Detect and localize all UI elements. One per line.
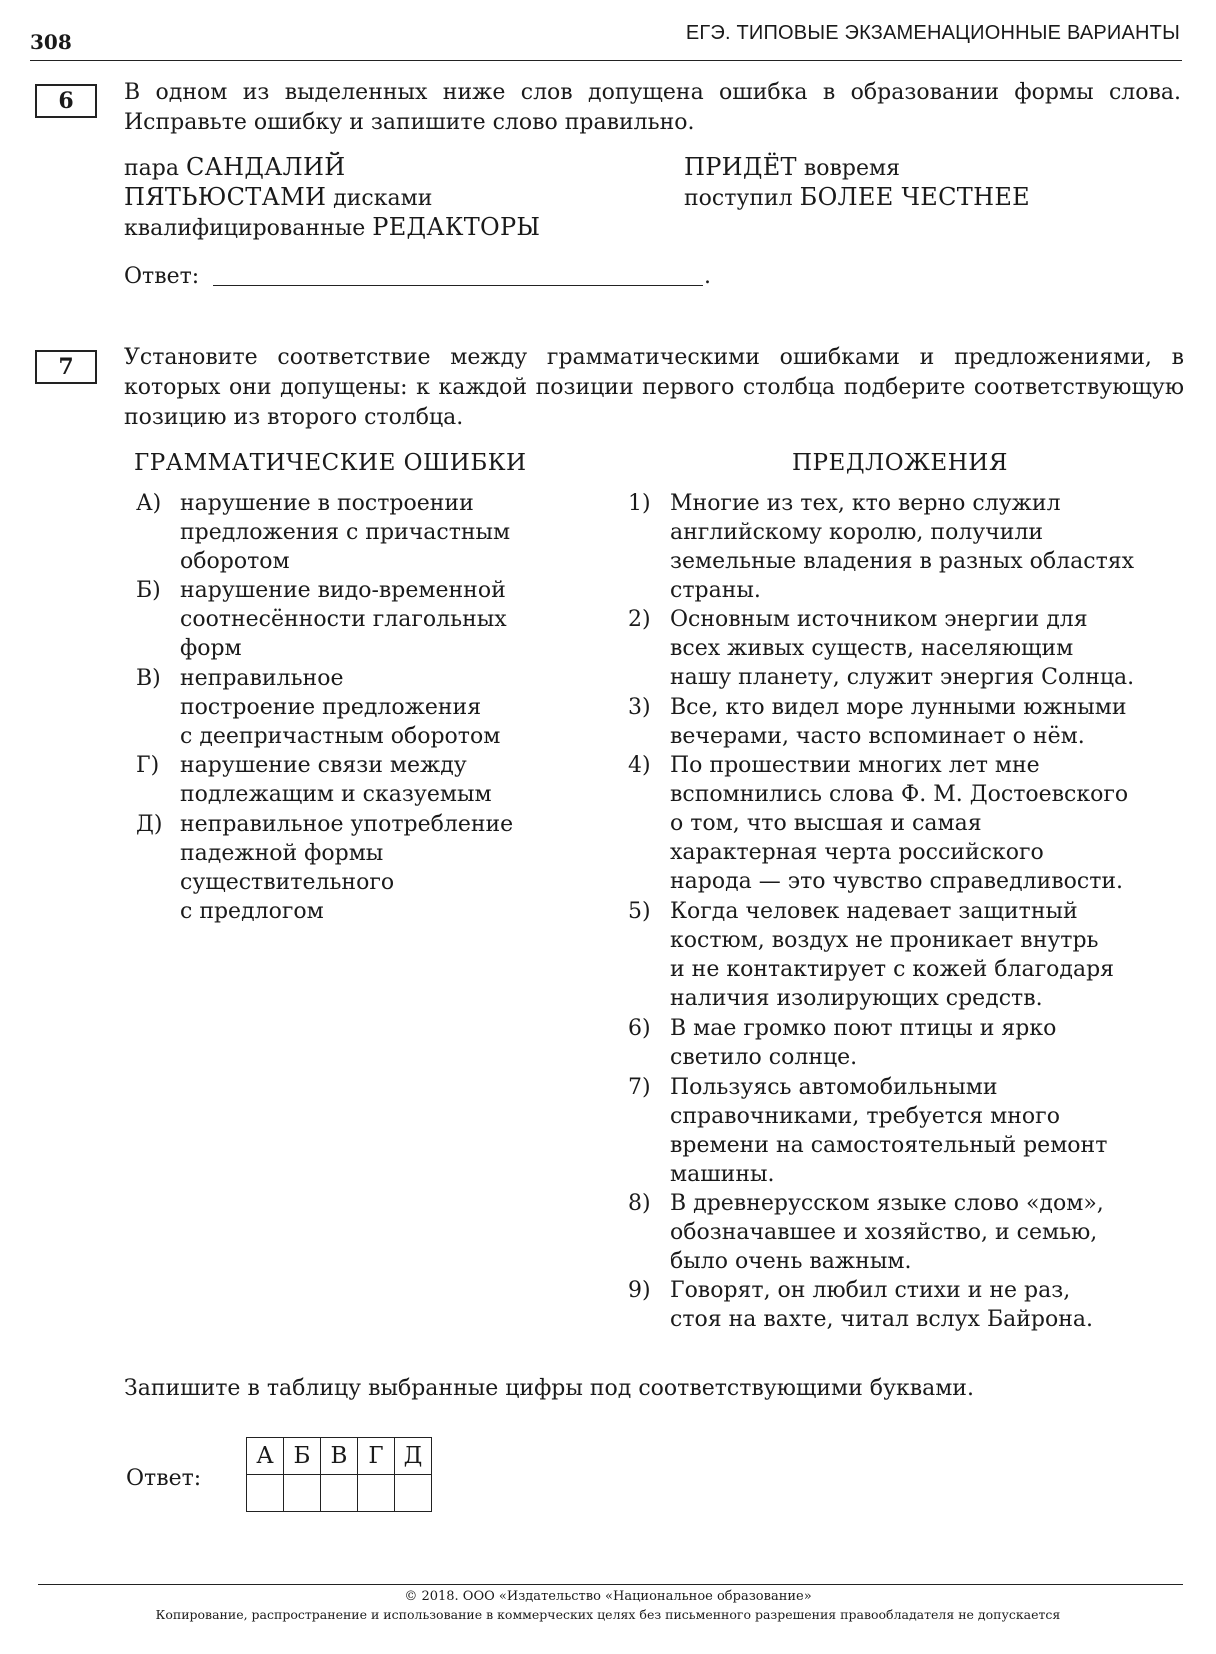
sentence-item (628, 1073, 1188, 1189)
error-item (136, 751, 576, 809)
task-6-item-4: ПРИДЁТ вовремя (684, 153, 900, 181)
error-letter: Г) (136, 753, 160, 778)
answer-column-letter: А (247, 1438, 284, 1475)
sentence-item (628, 751, 1188, 896)
answer-cell[interactable] (284, 1475, 321, 1512)
errors-column-heading: ГРАММАТИЧЕСКИЕ ОШИБКИ (134, 450, 527, 476)
error-item (136, 664, 576, 751)
footer-copyright: © 2018. ООО «Издательство «Национальное образование» (404, 1589, 812, 1604)
sentence-item (628, 693, 1188, 751)
sentence-number: 3) (628, 695, 651, 720)
sentence-number: 5) (628, 899, 651, 924)
sentence-number: 8) (628, 1191, 651, 1216)
sentence-text: Многие из тех, кто верно служил английскому королю, получили земельные владения в разных областях страны. (670, 491, 1135, 603)
answer-column-letter: Б (284, 1438, 321, 1475)
task-6-item-4-highlighted-word: ПРИДЁТ (684, 153, 797, 181)
sentence-text: Когда человек надевает защитный костюм, воздух не проникает внутрь и не контактирует с кожей благодаря наличия изолирующих средств. (670, 899, 1115, 1011)
sentence-number: 4) (628, 753, 651, 778)
sentence-item (628, 1276, 1188, 1334)
page-number: 308 (30, 30, 72, 54)
answer-cell[interactable] (321, 1475, 358, 1512)
running-title: ЕГЭ. ТИПОВЫЕ ЭКЗАМЕНАЦИОННЫЕ ВАРИАНТЫ (685, 22, 1180, 44)
task-6-instruction: В одном из выделенных ниже слов допущена ошибка в образовании формы слова. Исправьте ошибку и запишите слово правильно. (124, 80, 1181, 135)
task-7-answer-label: Ответ: (126, 1466, 202, 1491)
task-6-item-5: поступил БОЛЕЕ ЧЕСТНЕЕ (684, 183, 1030, 211)
sentence-text: По прошествии многих лет мне вспомнились слова Ф. М. Достоевского о том, что высшая и самая характерная черта российского народа — это чувство справедливости. (670, 753, 1129, 894)
answer-table (246, 1437, 432, 1512)
answer-table-input-row (247, 1475, 432, 1512)
task-6-number-box: 6 (35, 84, 97, 118)
task-6-item-1-highlighted-word: САНДАЛИЙ (185, 153, 346, 181)
answer-table-header-row (247, 1438, 432, 1475)
sentences-column-heading: ПРЕДЛОЖЕНИЯ (792, 450, 1008, 476)
error-letter: А) (136, 491, 162, 516)
task-6-item-2-highlighted-word: ПЯТЬЮСТАМИ (124, 183, 327, 211)
footer-divider (38, 1584, 1183, 1585)
task-6-answer-label: Ответ: (124, 264, 200, 289)
error-text: неправильное построение предложения с деепричастным оборотом (180, 666, 501, 749)
sentence-text: В мае громко поют птицы и ярко светило солнце. (670, 1016, 1057, 1070)
task-6-answer-period: . (704, 264, 711, 289)
sentence-item (628, 489, 1188, 605)
sentence-text: Основным источником энергии для всех живых существ, населяющим нашу планету, служит энергия Солнца. (670, 607, 1135, 690)
error-text: нарушение видо-временной соотнесённости глагольных форм (180, 578, 507, 661)
task-7-number-box: 7 (35, 350, 97, 384)
answer-column-letter: В (321, 1438, 358, 1475)
answer-column-letter: Г (358, 1438, 395, 1475)
answer-column-letter: Д (395, 1438, 432, 1475)
sentence-item (628, 897, 1188, 1013)
sentence-text: В древнерусском языке слово «дом», обозначавшее и хозяйство, и семью, было очень важным. (670, 1191, 1104, 1274)
sentence-number: 9) (628, 1278, 651, 1303)
sentence-number: 1) (628, 491, 651, 516)
error-text: нарушение связи между подлежащим и сказуемым (180, 753, 492, 807)
task-7-instruction: Установите соответствие между грамматическими ошибками и предложениями, в которых они допущены: к каждой позиции первого столбца подберите соответствующую позицию из второго столбца. (124, 345, 1184, 430)
answer-cell[interactable] (247, 1475, 284, 1512)
footer-notice: Копирование, распространение и использование в коммерческих целях без письменного разрешения правообладателя не допускается (155, 1607, 1061, 1622)
sentence-number: 7) (628, 1075, 651, 1100)
sentence-item (628, 605, 1188, 692)
error-item (136, 576, 576, 663)
sentence-item (628, 1189, 1188, 1276)
error-letter: В) (136, 666, 161, 691)
sentence-text: Говорят, он любил стихи и не раз, стоя на вахте, читал вслух Байрона. (670, 1278, 1094, 1332)
error-item (136, 810, 576, 926)
task-6-item-1: пара САНДАЛИЙ (124, 153, 346, 181)
error-text: неправильное употребление падежной формы существительного с предлогом (180, 812, 514, 924)
task-6-item-5-highlighted-word: БОЛЕЕ ЧЕСТНЕЕ (799, 183, 1030, 211)
task-6-answer-line[interactable] (213, 285, 703, 286)
task-6-item-3-highlighted-word: РЕДАКТОРЫ (372, 213, 541, 241)
sentence-text: Пользуясь автомобильными справочниками, требуется много времени на самостоятельный ремонт машины. (670, 1075, 1108, 1187)
header-divider (30, 60, 1182, 61)
error-letter: Б) (136, 578, 161, 603)
answer-cell[interactable] (358, 1475, 395, 1512)
error-letter: Д) (136, 812, 163, 837)
task-6-item-2: ПЯТЬЮСТАМИ дисками (124, 183, 433, 211)
table-instruction: Запишите в таблицу выбранные цифры под соответствующими буквами. (124, 1376, 974, 1401)
sentence-text: Все, кто видел море лунными южными вечерами, часто вспоминает о нём. (670, 695, 1127, 749)
answer-cell[interactable] (395, 1475, 432, 1512)
task-6-item-3: квалифицированные РЕДАКТОРЫ (124, 213, 541, 241)
error-text: нарушение в построении предложения с причастным оборотом (180, 491, 511, 574)
sentence-number: 6) (628, 1016, 651, 1041)
sentence-number: 2) (628, 607, 651, 632)
error-item (136, 489, 576, 576)
sentence-item (628, 1014, 1188, 1072)
